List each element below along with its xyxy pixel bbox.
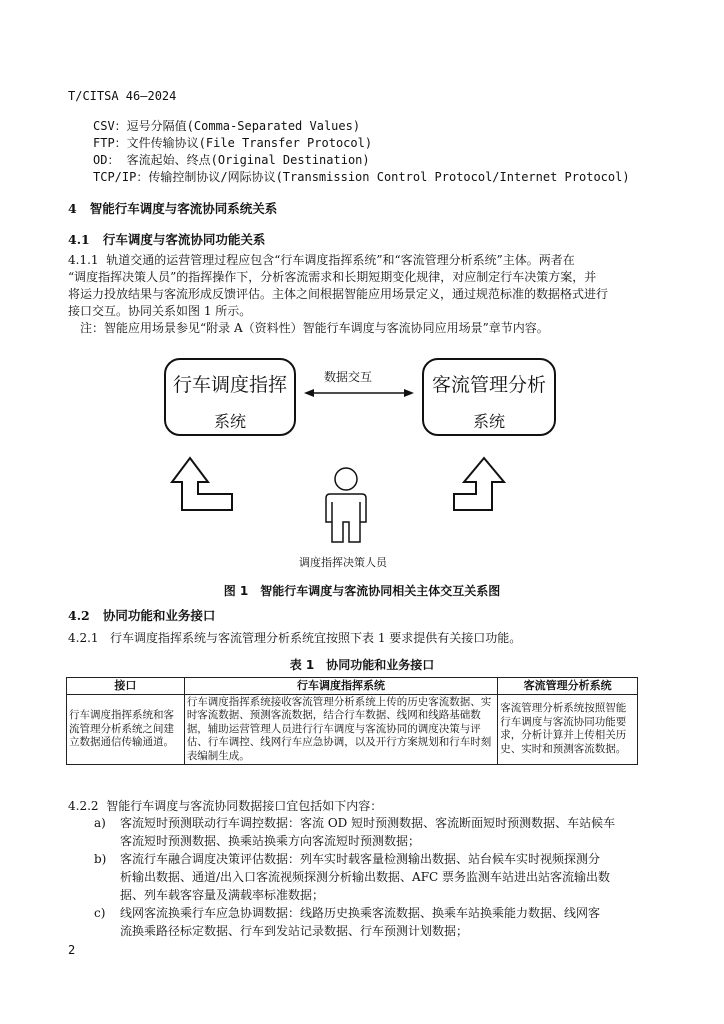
- document-id: T/CITSA 46—2024: [68, 89, 177, 103]
- table-header-interface: 接口: [67, 678, 185, 695]
- abbreviation-od: OD： 客流起始、终点(Original Destination): [93, 153, 370, 167]
- list-line: 客流短时预测数据、换乘站换乘方向客流短时预测数据；: [120, 834, 421, 848]
- data-exchange-label: 数据交互: [324, 370, 373, 384]
- bent-arrow-up-right-icon: [454, 458, 504, 510]
- abbreviation-csv: CSV：逗号分隔值(Comma-Separated Values): [93, 119, 361, 133]
- list-line: 客流短时预测联动行车调控数据：客流 OD 短时预测数据、客流断面短时预测数据、车站候车: [120, 816, 616, 830]
- list-marker: b): [94, 852, 107, 866]
- list-marker: a): [94, 816, 106, 830]
- note: 注：智能应用场景参见“附录 A（资料性）智能行车调度与客流协同应用场景”章节内容。: [80, 321, 549, 335]
- paragraph-4-2-1: [68, 630, 521, 647]
- list-line: 线网客流换乘行车应急协调数据：线路历史换乘客流数据、换乘车站换乘能力数据、线网客: [120, 906, 601, 920]
- table-header-dispatch: 行车调度指挥系统: [184, 678, 497, 695]
- page-number: 2: [68, 943, 76, 957]
- box-label: 系统: [213, 412, 246, 431]
- section-title: 行车调度与客流协同功能关系: [102, 232, 266, 247]
- table-1: [66, 677, 638, 765]
- section-4-1-heading: [68, 230, 265, 248]
- paragraph-text: 行车调度指挥系统与客流管理分析系统宜按照下表 1 要求提供有关接口功能。: [110, 631, 522, 645]
- paragraph-line: “调度指挥决策人员”的指挥操作下，分析客流需求和长期短期变化规律，对应制定行车决策方案，并: [68, 270, 597, 284]
- section-number: 4: [68, 201, 77, 216]
- table-cell-interface: 行车调度指挥系统和客流管理分析系统之间建立数据通信传输通道。: [67, 694, 185, 765]
- paragraph-text: 智能行车调度与客流协同数据接口宜包括如下内容：: [106, 799, 383, 813]
- figure-caption: 图 1 智能行车调度与客流协同相关主体交互关系图: [223, 584, 501, 598]
- clause-number: 4.2.1: [68, 631, 99, 645]
- section-number: 4.2: [68, 608, 90, 623]
- figure-1: [164, 358, 564, 588]
- paragraph-4-1-1: [68, 252, 668, 320]
- table-header-passenger: 客流管理分析系统: [498, 678, 638, 695]
- list-item: [94, 850, 674, 904]
- bent-arrow-up-left-icon: [172, 458, 232, 510]
- table-cell-passenger: 客流管理分析系统按照智能行车调度与客流协同功能要求，分析计算并上传相关历史、实时和预测客流数据。: [498, 694, 638, 765]
- clause-number: 4.2.2: [68, 799, 99, 813]
- table-row: [67, 694, 638, 765]
- section-title: 协同功能和业务接口: [102, 608, 216, 623]
- list-line: 据、列车载客容量及满载率标准数据；: [120, 888, 325, 902]
- paragraph-line: 接口交互。协同关系如图 1 所示。: [68, 304, 252, 318]
- decision-maker-label: 调度指挥决策人员: [299, 556, 387, 569]
- clause-number: 4.1.1: [68, 253, 99, 267]
- section-number: 4.1: [68, 232, 90, 247]
- paragraph-line: 将运力投放结果与客流形成反馈评估。主体之间根据智能应用场景定义，通过规范标准的数据格式进行: [68, 287, 609, 301]
- paragraph-4-2-2: [68, 798, 382, 815]
- list-line: 析输出数据、通道/出入口客流视频探测分析输出数据、AFC 票务监测车站进出站客流输出数: [120, 870, 611, 884]
- table-cell-dispatch: 行车调度指挥系统接收客流管理分析系统上传的历史客流数据、实时客流数据、预测客流数据，结合行车数据、线网和线路基础数据，辅助运营管理人员进行行车调度与客流协同的调度决策与评估、行车调控、线网行车应急协调，以及开行方案规划和行车时刻表编制生成。: [184, 694, 497, 765]
- section-title: 智能行车调度与客流协同系统关系: [89, 201, 278, 216]
- paragraph-line: 轨道交通的运营管理过程应包含“行车调度指挥系统”和“客流管理分析系统”主体。两者在: [106, 253, 575, 267]
- abbreviation-ftp: FTP：文件传输协议(File Transfer Protocol): [93, 136, 373, 150]
- person-icon: [326, 468, 366, 542]
- table-header-row: [67, 678, 638, 695]
- box-label: 行车调度指挥: [172, 374, 287, 396]
- box-label: 系统: [472, 412, 505, 431]
- section-4-2-heading: [68, 606, 215, 624]
- list-item: [94, 814, 674, 850]
- double-arrow-icon: [304, 389, 414, 397]
- list-line: 流换乘路径标定数据、行车到发站记录数据、行车预测计划数据；: [120, 924, 469, 938]
- list-item: [94, 904, 674, 940]
- abbreviation-tcpip: TCP/IP：传输控制协议/网际协议(Transmission Control Protocol/Internet Protocol): [93, 170, 630, 184]
- list-marker: c): [94, 906, 106, 920]
- table-caption: 表 1 协同功能和业务接口: [289, 658, 435, 672]
- list-line: 客流行车融合调度决策评估数据：列车实时载客量检测输出数据、站台候车实时视频探测分: [120, 852, 601, 866]
- box-label: 客流管理分析: [431, 374, 546, 396]
- section-4-heading: [68, 199, 277, 217]
